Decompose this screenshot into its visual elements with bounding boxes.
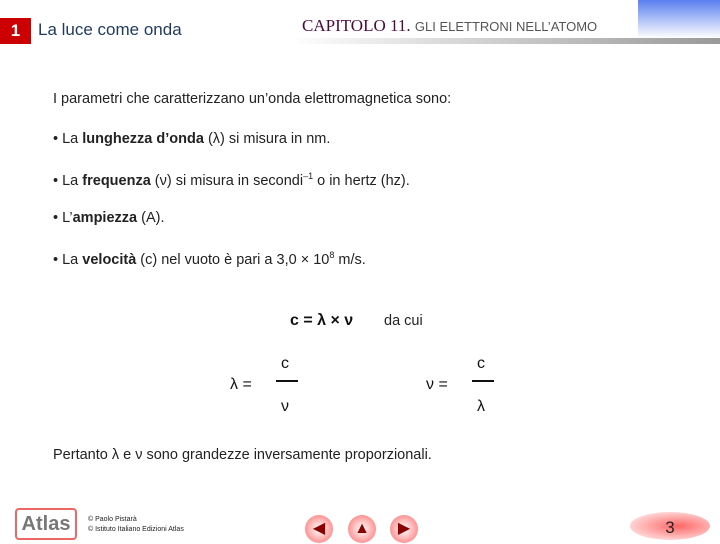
bullet-term: velocità: [82, 251, 137, 268]
da-cui: da cui: [384, 313, 423, 329]
bullet-item: [53, 250, 366, 268]
bullet-post2: m/s.: [334, 251, 366, 268]
bullet-item: [53, 171, 410, 189]
copyright: [88, 515, 184, 535]
conclusion-text: Pertanto λ e ν sono grandezze inversamente proporzionali.: [53, 447, 432, 463]
bullet-post: (ν) si misura in secondi: [150, 172, 304, 189]
chapter-title: [302, 16, 597, 36]
bullet-dot: •: [53, 172, 63, 189]
fraction-den: λ: [477, 398, 485, 415]
fraction-num: c: [477, 355, 485, 372]
bullet-post2: o in hertz (hz).: [313, 172, 410, 189]
bullet-post: (c) nel vuoto è pari a 3,0 × 10: [136, 251, 330, 268]
corner-decoration: [638, 0, 720, 38]
nu-lhs: ν =: [426, 376, 448, 393]
bullet-item: [53, 131, 330, 147]
chapter-number: CAPITOLO 11.: [302, 16, 411, 35]
intro-text: I parametri che caratterizzano un’onda elettromagnetica sono:: [53, 91, 452, 107]
header-divider: [290, 38, 720, 44]
chapter-subtitle: GLI ELETTRONI NELL’ATOMO: [414, 19, 598, 34]
prev-arrow-icon[interactable]: ◀: [305, 515, 333, 543]
bullet-dot: •: [53, 131, 63, 147]
bullet-post: (A).: [137, 210, 165, 226]
bullet-term: ampiezza: [72, 210, 138, 226]
bullet-pre: La: [62, 251, 83, 268]
page-title: La luce come onda: [38, 20, 182, 39]
bullet-pre: La: [62, 131, 83, 147]
bullet-sup: 8: [329, 250, 335, 260]
page-number: 3: [630, 512, 710, 540]
bullet-term: frequenza: [82, 172, 151, 189]
home-icon[interactable]: ▲: [348, 515, 376, 543]
copyright-publisher: © Istituto Italiano Edizioni Atlas: [88, 526, 184, 533]
next-arrow-icon[interactable]: ▶: [390, 515, 418, 543]
bullet-item: [53, 210, 164, 226]
bullet-term: lunghezza d’onda: [82, 131, 204, 147]
bullet-pre: L’: [62, 210, 73, 226]
bullet-dot: •: [53, 251, 63, 268]
bullet-sup: –1: [303, 171, 314, 181]
bullet-dot: •: [53, 210, 63, 226]
fraction-line: [276, 380, 298, 382]
atlas-logo: Atlas: [15, 508, 77, 540]
fraction-den: ν: [281, 398, 289, 415]
bullet-post: (λ) si misura in nm.: [203, 131, 331, 147]
formula-main: c = λ × ν: [290, 312, 354, 329]
fraction-line: [472, 380, 494, 382]
section-number: 1: [0, 18, 31, 44]
fraction-num: c: [281, 355, 289, 372]
lambda-lhs: λ =: [230, 376, 252, 393]
bullet-pre: La: [62, 172, 83, 189]
copyright-author: © Paolo Pistarà: [88, 516, 137, 523]
